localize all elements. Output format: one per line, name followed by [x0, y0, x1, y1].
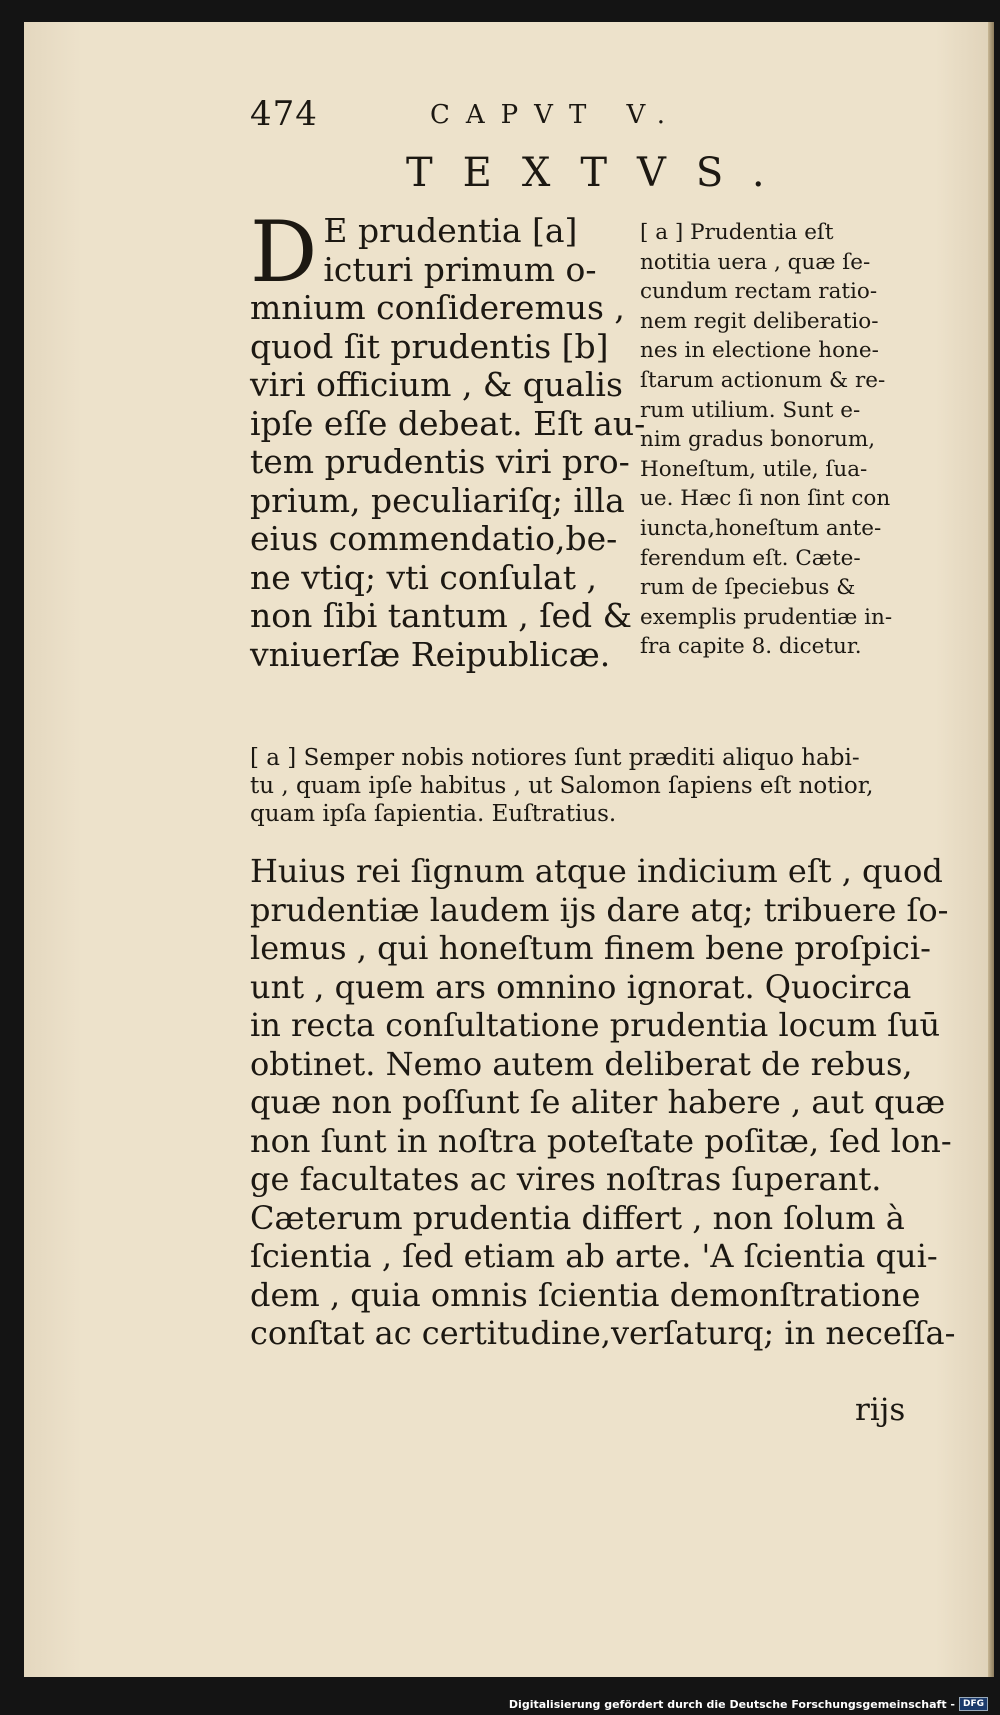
side-line: nem regit deliberatio-	[640, 308, 879, 334]
main-line: E prudentia [a]	[323, 211, 578, 250]
side-line: nim gradus bonorum,	[640, 427, 876, 453]
main-line: tem prudentis viri pro-	[250, 442, 630, 481]
body-line: ſcientia , ſed etiam ab arte. 'A ſcientia qui-	[250, 1237, 938, 1275]
body-line: non ſunt in noſtra poteſtate poſitæ, ſed lon-	[250, 1121, 952, 1160]
side-line: notitia uera , quæ ſe-	[640, 249, 871, 275]
side-line: iuncta,honeſtum ante-	[640, 515, 882, 541]
body-line: prudentiæ laudem ijs dare atq; tribuere ſo-	[250, 890, 949, 929]
main-line: prium, peculiariſq; illa	[250, 480, 625, 520]
running-title: CAPVT V.	[430, 100, 682, 130]
body-line: Huius rei ſignum atque indicium eſt , quod	[250, 852, 943, 890]
marginal-note	[640, 218, 908, 662]
main-line: vniuerſæ Reipublicæ.	[250, 634, 611, 674]
main-line: non ſibi tantum , ſed &	[250, 596, 632, 635]
main-line: viri officium , & qualis	[250, 365, 623, 404]
drop-cap: D	[250, 203, 318, 301]
body-line: conſtat ac certitudine,verſaturq; in neceſſa-	[250, 1314, 956, 1352]
side-line: ferendum eſt. Cæte-	[640, 545, 861, 571]
side-line: Honeſtum, utile, ſua-	[640, 456, 868, 482]
body-line: dem , quia omnis ſcientia demonſtratione	[250, 1275, 921, 1314]
side-line: rum utilium. Sunt e-	[640, 397, 861, 423]
catchword: rijs	[855, 1392, 906, 1428]
body-text	[250, 852, 956, 1353]
page-edge	[988, 22, 994, 1677]
main-line: eius commendatio,be-	[250, 519, 618, 558]
digitization-footer	[509, 1697, 988, 1711]
side-line: ſtarum actionum & re-	[640, 367, 886, 393]
body-line: ge facultates ac vires noſtras ſuperant.	[250, 1160, 882, 1198]
side-line: nes in electione hone-	[640, 338, 879, 364]
footnote	[250, 744, 915, 828]
page-number: 474	[250, 94, 318, 134]
main-line: mnium conſideremus ,	[250, 288, 625, 327]
main-line: quod ſit prudentis [b]	[250, 326, 609, 366]
footnote-line: tu , quam ipſe habitus , ut Salomon ſapiens eſt notior,	[250, 773, 874, 799]
dfg-logo: DFG	[959, 1697, 988, 1711]
body-line: quæ non poſſunt ſe aliter habere , aut quæ	[250, 1083, 946, 1121]
side-line: ue. Hæc ſi non ſint con	[640, 486, 891, 512]
side-line: rum de ſpeciebus &	[640, 575, 856, 601]
main-column	[250, 203, 646, 674]
body-line: Cæterum prudentia differt , non ſolum à	[250, 1198, 905, 1237]
side-line: exemplis prudentiæ in-	[640, 604, 893, 630]
side-line: fra capite 8. dicetur.	[640, 634, 862, 660]
body-line: lemus , qui honeſtum finem bene proſpici-	[250, 929, 931, 967]
main-line: icturi primum o-	[323, 249, 597, 289]
side-line: [ a ] Prudentia eſt	[640, 220, 834, 245]
section-heading: TEXTVS.	[406, 150, 795, 196]
body-line: obtinet. Nemo autem deliberat de rebus,	[250, 1044, 913, 1083]
body-line: unt , quem ars omnino ignorat. Quocirca	[250, 967, 912, 1006]
body-line: in recta conſultatione prudentia locum ſuū	[250, 1006, 941, 1044]
running-head	[250, 94, 850, 134]
footnote-line: [ a ] Semper nobis notiores ſunt præditi aliquo habi-	[250, 745, 860, 771]
side-line: cundum rectam ratio-	[640, 279, 878, 305]
main-line: ne vtiq; vti conſulat ,	[250, 557, 597, 597]
footnote-line: quam ipſa ſapientia. Euſtratius.	[250, 801, 617, 827]
main-line: ipſe eſſe debeat. Eſt au-	[250, 403, 646, 443]
footer-text: Digitalisierung gefördert durch die Deutsche Forschungsgemeinschaft -	[508, 1697, 955, 1711]
